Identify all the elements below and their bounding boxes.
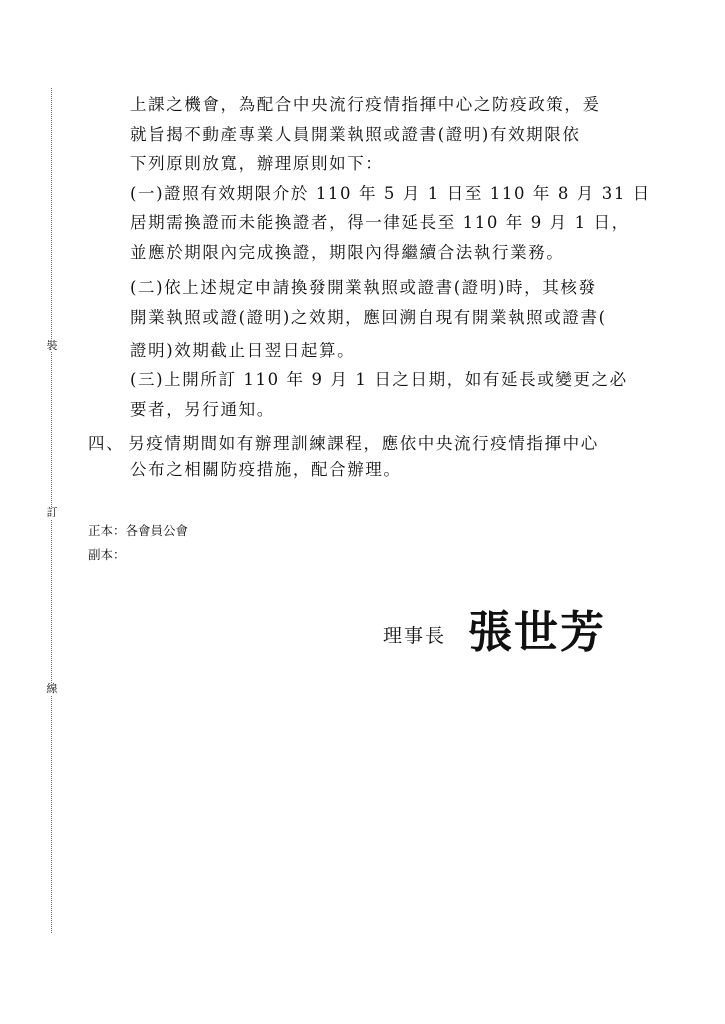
- distribution-original: 正本：各會員公會: [88, 523, 189, 538]
- body-line-4: (一)證照有效期限介於 110 年 5 月 1 日至 110 年 8 月 31 日: [130, 184, 651, 203]
- body-line-8: 開業執照或證(證明)之效期，應回溯自現有開業執照或證書(: [130, 308, 607, 327]
- signer-signature: 張世芳: [468, 607, 606, 658]
- item-four: [88, 430, 599, 454]
- distribution-copy: 副本：: [88, 547, 126, 562]
- body-line-1: 上課之機會，為配合中央流行疫情指揮中心之防疫政策，爰: [130, 95, 601, 114]
- item-four-label: 四、: [88, 434, 125, 453]
- body-line-6: 並應於期限內完成換證，期限內得繼續合法執行業務。: [130, 243, 565, 262]
- body-line-3: 下列原則放寬，辦理原則如下：: [130, 154, 384, 173]
- item-four-line2: 公布之相關防疫措施，配合辦理。: [130, 460, 402, 479]
- binding-mark-ding: 訂: [44, 507, 60, 519]
- item-four-line1: 另疫情期間如有辦理訓練課程，應依中央流行疫情指揮中心: [128, 434, 599, 453]
- body-line-10: (三)上開所訂 110 年 9 月 1 日之日期，如有延長或變更之必: [130, 370, 628, 389]
- binding-mark-zhuang: 裝: [44, 340, 60, 352]
- signer-title: 理事長: [383, 625, 447, 647]
- binding-mark-xian: 線: [44, 683, 60, 695]
- body-line-5: 居期需換證而未能換證者，得一律延長至 110 年 9 月 1 日，: [130, 213, 630, 232]
- body-line-7: (二)依上述規定申請換發開業執照或證書(證明)時，其核發: [130, 278, 597, 297]
- body-line-9: 證明)效期截止日翌日起算。: [130, 341, 356, 360]
- body-line-2: 就旨揭不動產專業人員開業執照或證書(證明)有效期限依: [130, 125, 581, 144]
- body-line-11: 要者，另行通知。: [130, 400, 275, 419]
